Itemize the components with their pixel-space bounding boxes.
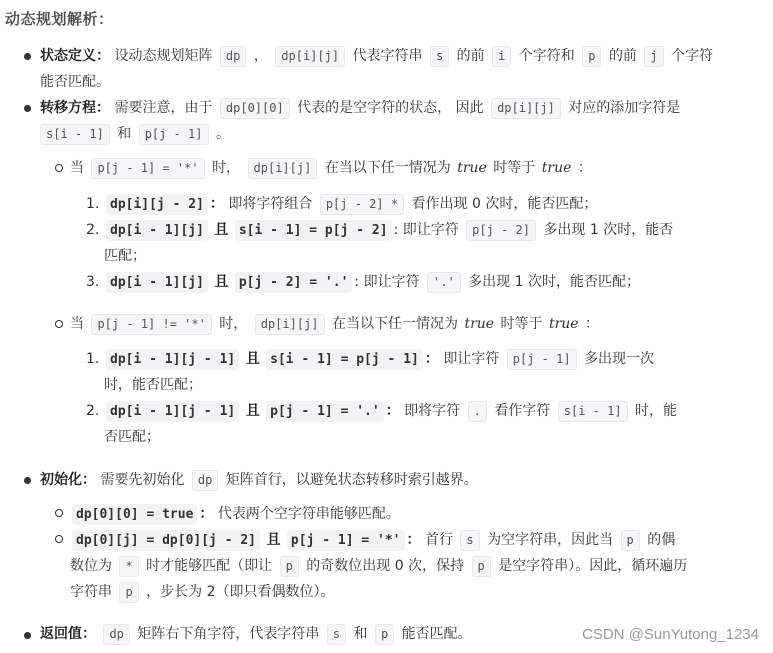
inline-code: * xyxy=(119,556,138,577)
inline-code: s[i - 1] xyxy=(558,401,628,422)
case-star-line xyxy=(70,156,592,180)
case-star-item-1 xyxy=(104,192,597,216)
text: ： xyxy=(424,351,439,367)
init-label: 初始化： xyxy=(40,472,96,488)
math-true: true xyxy=(541,160,572,176)
bold-code: s[i - 1] = p[j - 2] xyxy=(235,220,392,241)
inline-code: dp[i][j] xyxy=(491,98,561,119)
text: 个字符和 xyxy=(518,48,575,64)
text: 多出现 1 次时，能否 xyxy=(543,222,674,238)
text: ： xyxy=(209,196,224,212)
inline-code: p[j - 2] xyxy=(466,220,536,241)
math-true: true xyxy=(548,316,579,332)
text: 且 xyxy=(245,351,260,367)
inline-code: dp[i][j] xyxy=(255,314,325,335)
sub-bullet-ring xyxy=(55,320,63,328)
text: 时才能够匹配（即让 xyxy=(146,558,273,574)
text: 代表字符串 xyxy=(352,48,423,64)
text: 在当以下任一情况为 xyxy=(331,316,458,332)
watermark: CSDN @SunYutong_1234 xyxy=(581,626,759,643)
text: 对应的添加字符是 xyxy=(568,100,681,116)
inline-code: s[i - 1] xyxy=(40,124,110,145)
bold-code: p[j - 1] = '.' xyxy=(266,401,384,422)
text: 时， xyxy=(219,316,248,332)
text: ， xyxy=(253,48,268,64)
text: 多出现 1 次时，能否匹配； xyxy=(468,274,640,290)
inline-code: j xyxy=(644,46,663,67)
text: 时等于 xyxy=(493,160,536,176)
return-label: 返回值： xyxy=(40,626,96,642)
math-true: true xyxy=(464,316,495,332)
text: 看作字符 xyxy=(494,403,551,419)
section-title: 动态规划解析： xyxy=(5,10,114,28)
list-number: 2. xyxy=(86,222,100,238)
inline-code: p xyxy=(280,556,299,577)
list-number: 1. xyxy=(86,196,100,212)
bold-code: dp[i - 1][j - 1] xyxy=(106,349,239,370)
bold-code: dp[i - 1][j - 1] xyxy=(106,401,239,422)
math-true: true xyxy=(457,160,487,176)
inline-code: p[j - 1] = '*' xyxy=(91,158,204,179)
state-label: 状态定义： xyxy=(40,48,110,64)
bold-code: dp[0][0] = true xyxy=(72,504,197,525)
text: 即将字符 xyxy=(404,403,461,419)
return-line xyxy=(40,622,472,646)
inline-code: p xyxy=(582,46,601,67)
text: 矩阵右下角字符，代表字符串 xyxy=(137,626,320,642)
text: 当 xyxy=(70,160,84,176)
inline-code: p xyxy=(119,582,138,603)
case-star-item-2-line-2: 匹配； xyxy=(104,248,146,264)
text: 字符串 xyxy=(70,584,112,600)
inline-code: s xyxy=(430,46,449,67)
text: 时等于 xyxy=(500,316,543,332)
text: 当 xyxy=(70,316,84,332)
text: ： xyxy=(585,316,600,332)
text: 的偶 xyxy=(647,532,676,548)
inline-code: dp[i][j] xyxy=(248,158,318,179)
sub-bullet-ring xyxy=(55,509,63,517)
bullet-dot xyxy=(24,53,31,60)
text: 矩阵首行，以避免状态转移时索引越界。 xyxy=(225,472,478,488)
text: 是空字符串）。因此，循环遍历 xyxy=(498,558,688,574)
inline-code: p[j - 1] xyxy=(507,349,577,370)
text: : 即让字符 xyxy=(354,274,420,290)
transfer-line xyxy=(40,96,680,120)
bold-code: dp[i - 1][j] xyxy=(106,220,208,241)
bullet-dot xyxy=(24,632,31,639)
text: 代表两个空字符串能够匹配。 xyxy=(217,506,400,522)
inline-code: p[j - 1] != '*' xyxy=(91,314,211,335)
inline-code: dp xyxy=(192,470,218,491)
text: 的前 xyxy=(608,48,637,64)
text: ，步长为 2（即只看偶数位）。 xyxy=(146,584,335,600)
text: ： xyxy=(385,403,400,419)
bold-code: s[i - 1] = p[j - 1] xyxy=(266,349,423,370)
bold-code: dp[i][j - 2] xyxy=(106,194,208,215)
case-notstar-item-1 xyxy=(104,347,654,371)
case-notstar-line xyxy=(70,312,599,336)
text: 且 xyxy=(266,532,281,548)
state-definition-line xyxy=(40,44,713,68)
text: 设动态规划矩阵 xyxy=(114,48,213,64)
inline-code: i xyxy=(492,46,511,67)
init-sub-2-line-2 xyxy=(70,554,687,578)
transfer-label: 转移方程： xyxy=(40,100,110,116)
text: 且 xyxy=(245,403,260,419)
bold-code: p[j - 2] = '.' xyxy=(235,272,353,293)
case-notstar-item-1-line-2: 时，能否匹配； xyxy=(104,377,202,393)
init-sub-2 xyxy=(70,528,675,552)
text: : 即让字符 xyxy=(393,222,459,238)
text: 需要先初始化 xyxy=(100,472,185,488)
case-star-item-3 xyxy=(104,270,640,294)
inline-code: s xyxy=(460,530,479,551)
inline-code: p xyxy=(621,530,640,551)
text: 即将字符组合 xyxy=(228,196,313,212)
text: 为空字符串，因此当 xyxy=(487,532,614,548)
bullet-dot xyxy=(24,477,31,484)
inline-code: s xyxy=(327,624,346,645)
inline-code: '.' xyxy=(427,272,461,293)
bold-code: p[j - 1] = '*' xyxy=(287,530,405,551)
inline-code: p[j - 2] * xyxy=(320,194,404,215)
text: 和 xyxy=(117,126,132,142)
inline-code: dp xyxy=(103,624,129,645)
text: 多出现一次 xyxy=(584,351,655,367)
inline-code: . xyxy=(468,401,487,422)
text: 代表的是空字符的状态， 因此 xyxy=(297,100,484,116)
text: 在当以下任一情况为 xyxy=(324,160,451,176)
inline-code: dp[i][j] xyxy=(275,46,345,67)
inline-code: p xyxy=(375,624,394,645)
text: ： xyxy=(577,160,592,176)
inline-code: dp[0][0] xyxy=(220,98,290,119)
transfer-line-2 xyxy=(40,122,230,146)
text: 的前 xyxy=(456,48,485,64)
bullet-dot xyxy=(24,105,31,112)
text: 时， xyxy=(212,160,241,176)
text: 看作出现 0 次时，能否匹配； xyxy=(411,196,598,212)
case-star-item-2 xyxy=(104,218,673,242)
text: 且 xyxy=(214,222,229,238)
text: ： xyxy=(199,506,214,522)
state-definition-line-2: 能否匹配。 xyxy=(40,74,110,90)
inline-code: p[j - 1] xyxy=(139,124,209,145)
text: ： xyxy=(406,532,421,548)
bold-code: dp[i - 1][j] xyxy=(106,272,208,293)
case-notstar-item-2 xyxy=(104,399,677,423)
init-sub-2-line-3 xyxy=(70,580,335,604)
text: 首行 xyxy=(424,532,453,548)
text: 的奇数位出现 0 次，保持 xyxy=(306,558,465,574)
text: 和 xyxy=(353,626,368,642)
text: 需要注意，由于 xyxy=(114,100,213,116)
bold-code: dp[0][j] = dp[0][j - 2] xyxy=(72,530,260,551)
inline-code: dp xyxy=(220,46,246,67)
list-number: 1. xyxy=(86,351,100,367)
text: 能否匹配。 xyxy=(401,626,472,642)
text: 且 xyxy=(214,274,229,290)
list-number: 2. xyxy=(86,403,100,419)
case-notstar-item-2-line-2: 否匹配； xyxy=(104,429,160,445)
sub-bullet-ring xyxy=(55,164,63,172)
text: 个字符 xyxy=(671,48,714,64)
init-line xyxy=(40,468,478,492)
text: 即让字符 xyxy=(443,351,500,367)
list-number: 3. xyxy=(86,274,100,290)
init-sub-1 xyxy=(70,502,400,526)
sub-bullet-ring xyxy=(55,535,63,543)
text: 时，能 xyxy=(635,403,678,419)
text: 数位为 xyxy=(70,558,112,574)
text: 。 xyxy=(215,126,230,142)
inline-code: p xyxy=(472,556,491,577)
